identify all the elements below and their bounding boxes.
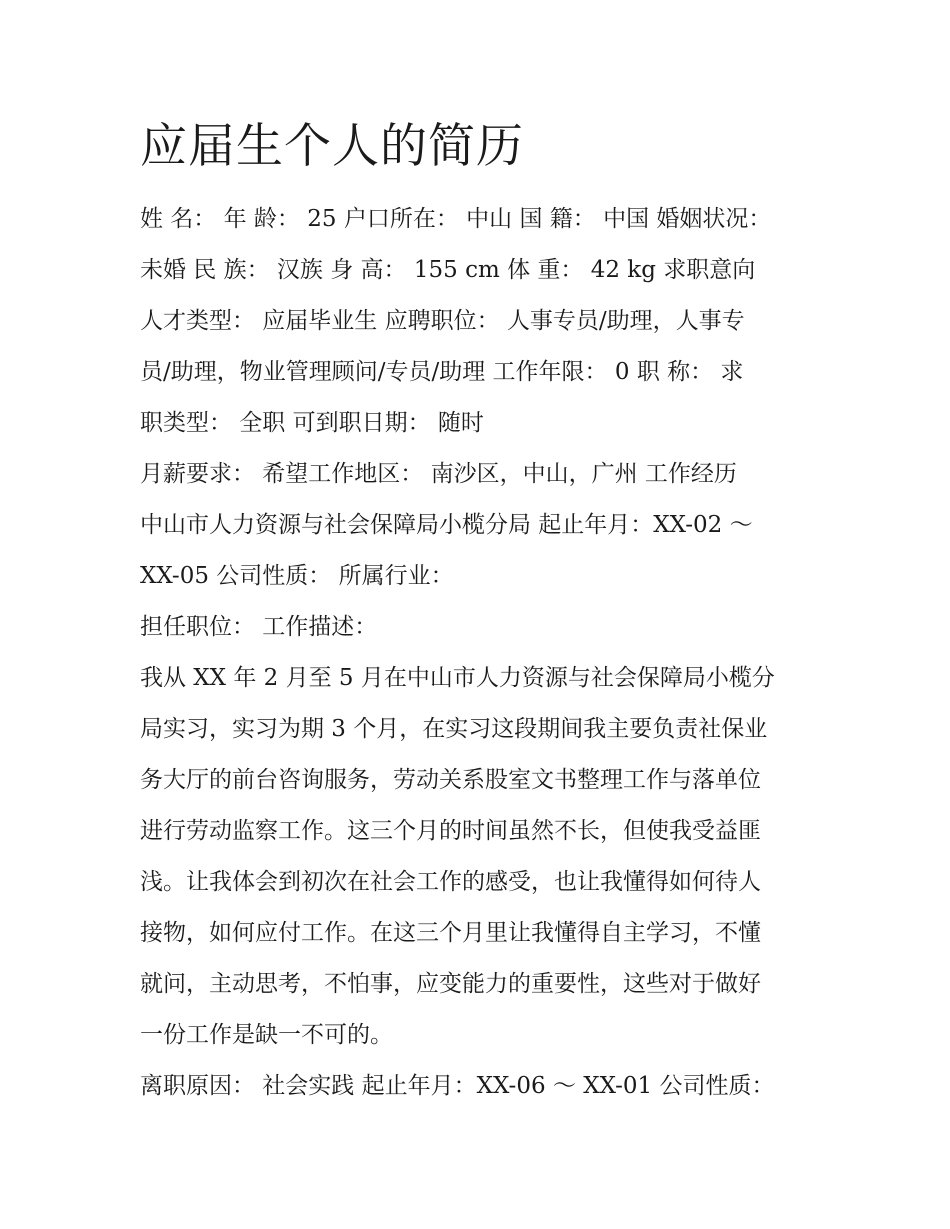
text-line: 中山市人力资源与社会保障局小榄分局 起止年月：XX-02 ～ (140, 512, 753, 538)
text-line: 局实习，实习为期 3 个月，在实习这段期间我主要负责社保业 (140, 716, 768, 742)
resume-body (140, 194, 820, 1112)
text-line: XX-05 公司性质： 所属行业： (140, 563, 454, 589)
resume-page (140, 112, 820, 1112)
text-line: 月薪要求： 希望工作地区： 南沙区，中山，广州 工作经历 (140, 461, 737, 487)
text-line: 务大厅的前台咨询服务，劳动关系股室文书整理工作与落单位 (140, 767, 761, 793)
text-line: 就问，主动思考，不怕事，应变能力的重要性，这些对于做好 (140, 971, 761, 997)
text-line: 姓 名： 年 龄： 25 户口所在： 中山 国 籍： 中国 婚姻状况： (140, 206, 772, 232)
text-line: 浅。让我体会到初次在社会工作的感受，也让我懂得如何待人 (140, 869, 761, 895)
text-line: 我从 XX 年 2 月至 5 月在中山市人力资源与社会保障局小榄分 (140, 665, 775, 691)
text-line: 一份工作是缺一不可的。 (140, 1022, 393, 1048)
document-title: 应届生个人的简历 (140, 119, 524, 174)
text-line: 职类型： 全职 可到职日期： 随时 (140, 410, 484, 436)
text-line: 接物，如何应付工作。在这三个月里让我懂得自主学习，不懂 (140, 920, 761, 946)
text-line: 未婚 民 族： 汉族 身 高： 155 cm 体 重： 42 kg 求职意向 (140, 257, 756, 283)
text-line: 进行劳动监察工作。这三个月的时间虽然不长，但使我受益匪 (140, 818, 761, 844)
text-line: 离职原因： 社会实践 起止年月：XX-06 ～ XX-01 公司性质： (140, 1073, 775, 1099)
text-line: 人才类型： 应届毕业生 应聘职位： 人事专员/助理，人事专 (140, 308, 745, 334)
text-line: 员/助理，物业管理顾问/专员/助理 工作年限： 0 职 称： 求 (140, 359, 744, 385)
text-line: 担任职位： 工作描述： (140, 614, 378, 640)
